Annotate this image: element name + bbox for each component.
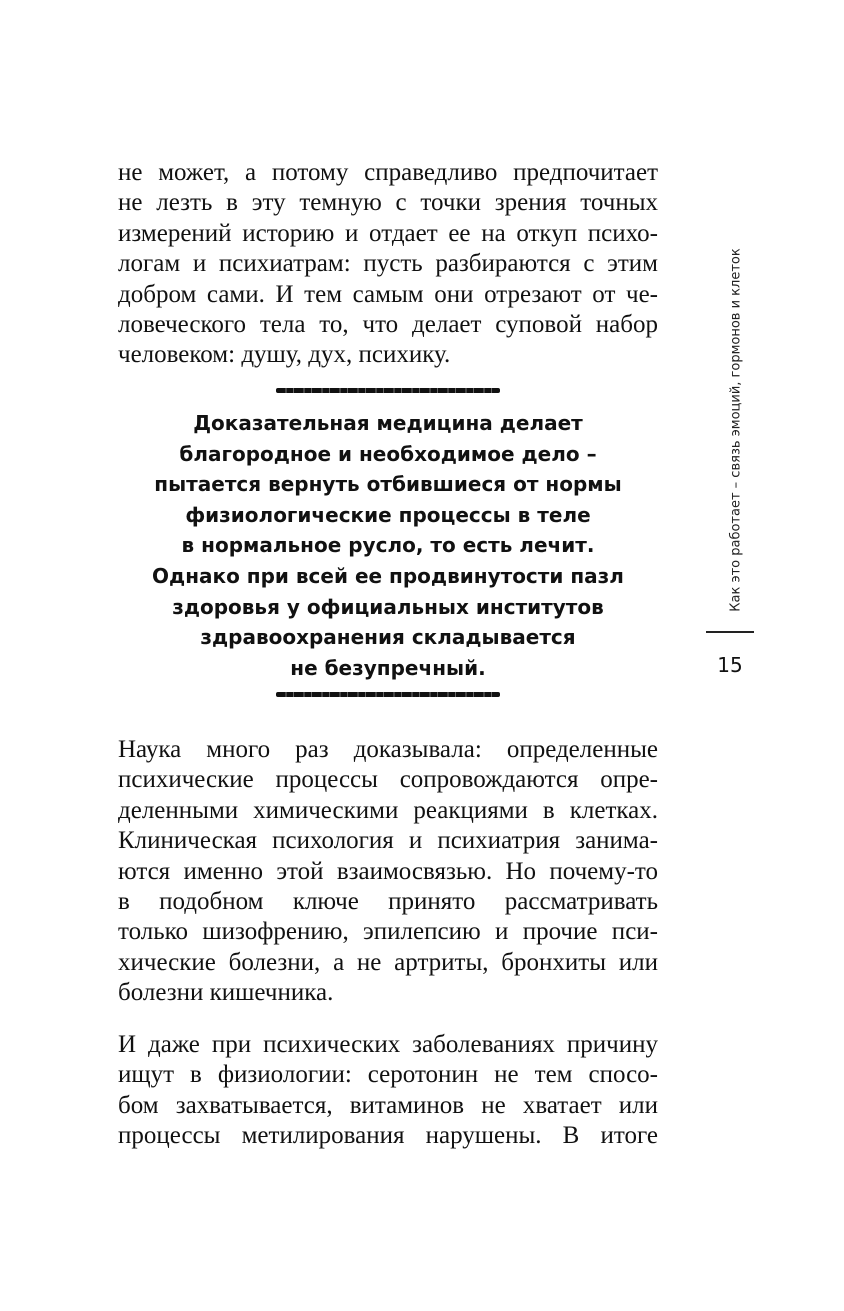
text-line: психические процессы сопровождаются опре-: [118, 766, 658, 794]
page-number: 15: [717, 653, 743, 677]
text-line: человеком: душу, дух, психику.: [118, 341, 451, 369]
paragraph-2: [118, 735, 658, 1009]
quote-line: в нормальное русло, то есть лечит.: [181, 533, 595, 558]
text-line: ются именно этой взаимосвязью. Но почему-то: [118, 857, 658, 885]
text-line: только шизофрению, эпилепсию и прочие пси-: [118, 918, 658, 946]
quote-line: здоровья у официальных институтов: [172, 594, 604, 619]
text-line: ищут в физиологии: серотонин не тем спосо-: [118, 1061, 658, 1089]
text-line: ловеческого тела то, что делает суповой набор: [118, 310, 658, 338]
quote-line: физиологические процессы в теле: [185, 502, 591, 527]
running-header: Как это работает – связь эмоций, гормонов и клеток: [728, 248, 744, 612]
quote-line: Доказательная медицина делает: [193, 411, 583, 435]
quote-line: пытается вернуть отбившиеся от нормы: [154, 472, 622, 497]
text-line: логам и психиатрам: пусть разбираются с этим: [118, 250, 658, 278]
text-line: деленными химическими реакциями в клетках.: [118, 796, 658, 824]
text-line: в подобном ключе принято рассматривать: [118, 887, 658, 915]
paragraph-3: [118, 1030, 658, 1152]
text-line: не лезть в эту темную с точки зрения точных: [118, 189, 658, 217]
text-line: хические болезни, а не артриты, бронхиты или: [118, 948, 658, 976]
text-line: добром сами. И тем самым они отрезают от че-: [118, 280, 658, 308]
text-line: Клиническая психология и психиатрия занима-: [118, 827, 658, 855]
text-line: И даже при психических заболеваниях причину: [118, 1031, 658, 1058]
quote-line: благородное и необходимое дело –: [179, 441, 597, 466]
quote-bottom-rule: [276, 692, 500, 697]
text-line: не может, а потому справедливо предпочитает: [118, 159, 658, 186]
text-line: болезни кишечника.: [118, 979, 334, 1007]
text-line: процессы метилирования нарушены. В итоге: [118, 1122, 658, 1150]
quote-line: здравоохранения складывается: [200, 625, 576, 650]
text-line: Наука много раз доказывала: определенные: [118, 736, 658, 763]
quote-line: не безупречный.: [290, 655, 486, 680]
paragraph-1: [118, 158, 658, 371]
text-line: бом захватывается, витаминов не хватает или: [118, 1091, 658, 1119]
quote-line: Однако при всей ее продвинутости пазл: [152, 563, 624, 588]
text-line: измерений историю и отдает ее на откуп психо-: [118, 219, 658, 247]
quote-top-rule: [276, 388, 500, 393]
header-divider: [706, 631, 754, 633]
pull-quote: [118, 408, 658, 683]
